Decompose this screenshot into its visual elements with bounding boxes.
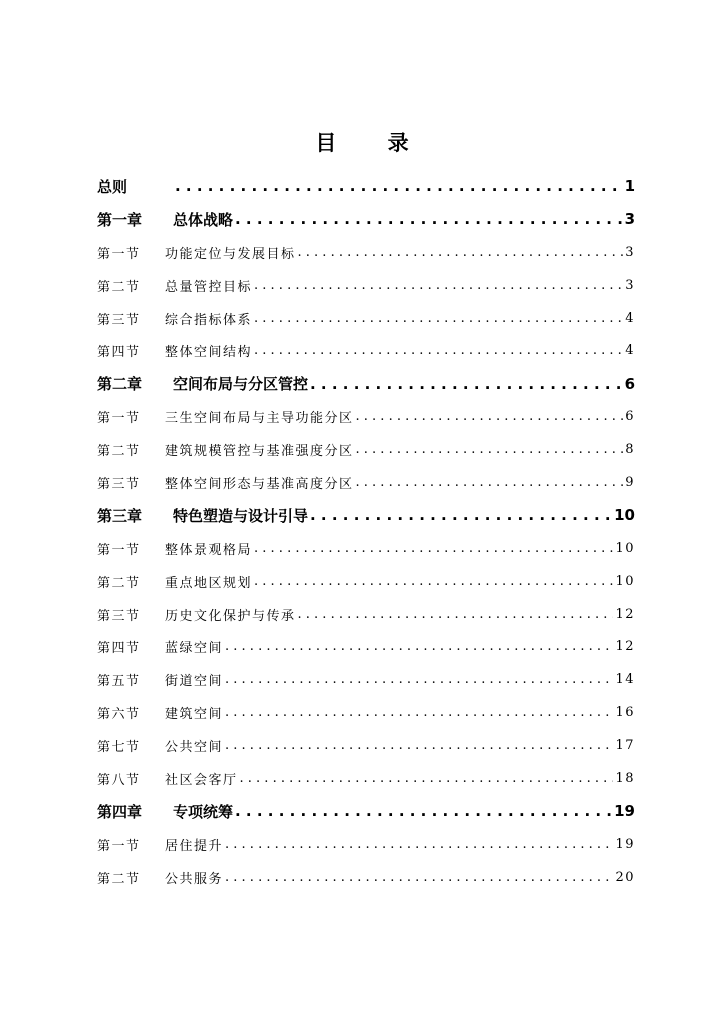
toc-leader-dots [254, 541, 613, 556]
toc-title: 空间布局与分区管控 [173, 375, 309, 394]
toc-label: 第二节 [97, 871, 141, 887]
toc-title: 居住提升 [165, 838, 224, 854]
toc-entry-chapter[interactable] [97, 795, 635, 828]
toc-entry-section[interactable] [97, 828, 635, 861]
toc-label: 第八节 [97, 772, 141, 788]
toc-entry-section[interactable] [97, 861, 635, 894]
toc-leader-dots [254, 311, 623, 326]
toc-leader-dots [225, 870, 613, 885]
toc-title: 总量管控目标 [165, 279, 253, 295]
toc-title: 综合指标体系 [165, 312, 253, 328]
toc-leader-dots [298, 607, 614, 622]
toc-label: 第一节 [97, 246, 141, 262]
toc-page-number: 12 [615, 639, 635, 655]
toc-page-number: 3 [624, 210, 635, 229]
toc-title: 专项统筹 [173, 802, 234, 821]
toc-page-number: 4 [625, 310, 635, 326]
toc-page-number: 10 [615, 573, 635, 589]
toc-page-number: 3 [625, 277, 635, 293]
toc-leader-dots [175, 177, 623, 195]
toc-title: 整体景观格局 [165, 542, 253, 558]
toc-entry-chapter[interactable] [97, 499, 635, 532]
toc-page-number: 20 [615, 869, 635, 885]
toc-entry-chapter[interactable] [97, 203, 635, 236]
toc-entry-section[interactable] [97, 400, 635, 433]
toc-leader-dots [298, 245, 624, 260]
toc-title: 功能定位与发展目标 [165, 246, 296, 262]
toc-title: 整体空间形态与基准高度分区 [165, 476, 354, 492]
toc-leader-dots [240, 771, 614, 786]
toc-leader-dots [356, 475, 624, 490]
toc-page-number: 10 [615, 540, 635, 556]
toc-leader-dots [356, 442, 624, 457]
toc-label: 第三章 [97, 506, 143, 525]
toc-label: 第四节 [97, 345, 141, 361]
toc-title: 总体战略 [173, 210, 234, 229]
toc-page-number: 17 [615, 738, 635, 754]
toc-label: 第五节 [97, 674, 141, 690]
toc-page-number: 16 [615, 705, 635, 721]
toc-title: 三生空间布局与主导功能分区 [165, 411, 354, 427]
toc-title: 特色塑造与设计引导 [173, 506, 309, 525]
toc-entry-section[interactable] [97, 598, 635, 631]
toc-leader-dots [235, 210, 623, 228]
toc-page-number: 6 [625, 409, 635, 425]
toc-entry-section[interactable] [97, 565, 635, 598]
toc-leader-dots [356, 409, 624, 424]
toc-label: 第三节 [97, 312, 141, 328]
toc-entry-section[interactable] [97, 236, 635, 269]
toc-title: 建筑规模管控与基准强度分区 [165, 444, 354, 460]
toc-entry-section[interactable] [97, 729, 635, 762]
toc-page-number: 8 [625, 442, 635, 458]
toc-entry-section[interactable] [97, 532, 635, 565]
toc-leader-dots [225, 672, 613, 687]
toc-page-number: 14 [615, 672, 635, 688]
table-of-contents [97, 170, 635, 894]
toc-label: 第一节 [97, 411, 141, 427]
toc-label: 第三节 [97, 608, 141, 624]
toc-title: 重点地区规划 [165, 575, 253, 591]
toc-leader-dots [225, 639, 613, 654]
toc-label: 第三节 [97, 476, 141, 492]
toc-leader-dots [254, 343, 623, 358]
toc-label: 第一节 [97, 542, 141, 558]
toc-entry-section[interactable] [97, 433, 635, 466]
toc-label: 第二章 [97, 375, 143, 394]
toc-page-number: 4 [625, 343, 635, 359]
toc-label: 第四章 [97, 802, 143, 821]
toc-page-number: 3 [625, 244, 635, 260]
toc-label: 第一节 [97, 838, 141, 854]
toc-entry-section[interactable] [97, 762, 635, 795]
toc-page-number: 18 [615, 770, 635, 786]
toc-label: 第六节 [97, 707, 141, 723]
toc-label: 总则 [97, 177, 128, 196]
toc-leader-dots [254, 574, 613, 589]
toc-leader-dots [225, 705, 613, 720]
toc-entry-section[interactable] [97, 630, 635, 663]
toc-leader-dots [254, 278, 623, 293]
toc-label: 第七节 [97, 740, 141, 756]
toc-page-number: 12 [615, 606, 635, 622]
toc-label: 第二节 [97, 575, 141, 591]
toc-entry-section[interactable] [97, 302, 635, 335]
toc-entry-section[interactable] [97, 269, 635, 302]
toc-entry-section[interactable] [97, 466, 635, 499]
toc-entry-section[interactable] [97, 663, 635, 696]
toc-page-number: 19 [615, 836, 635, 852]
toc-label: 第一章 [97, 210, 143, 229]
toc-title: 蓝绿空间 [165, 641, 224, 657]
toc-leader-dots [310, 375, 623, 393]
toc-title: 街道空间 [165, 674, 224, 690]
toc-entry-chapter[interactable] [97, 367, 635, 400]
toc-label: 第二节 [97, 279, 141, 295]
toc-title: 公共服务 [165, 871, 224, 887]
toc-entry-section[interactable] [97, 334, 635, 367]
toc-title: 公共空间 [165, 740, 224, 756]
toc-leader-dots [225, 738, 613, 753]
page-title: 目 录 [315, 131, 431, 155]
toc-leader-dots [225, 837, 613, 852]
toc-entry-section[interactable] [97, 696, 635, 729]
toc-title: 社区会客厅 [165, 772, 238, 788]
toc-leader-dots [235, 802, 612, 820]
toc-page-number: 9 [625, 474, 635, 490]
toc-leader-dots [310, 506, 612, 524]
toc-page-number: 6 [624, 374, 635, 393]
toc-page-number: 10 [614, 506, 635, 525]
toc-entry-general[interactable] [97, 170, 635, 203]
toc-title: 建筑空间 [165, 707, 224, 723]
toc-label: 第二节 [97, 444, 141, 460]
toc-page-number: 1 [624, 177, 635, 196]
toc-title: 整体空间结构 [165, 345, 253, 361]
toc-label: 第四节 [97, 641, 141, 657]
toc-title: 历史文化保护与传承 [165, 608, 296, 624]
toc-page-number: 19 [614, 802, 635, 821]
